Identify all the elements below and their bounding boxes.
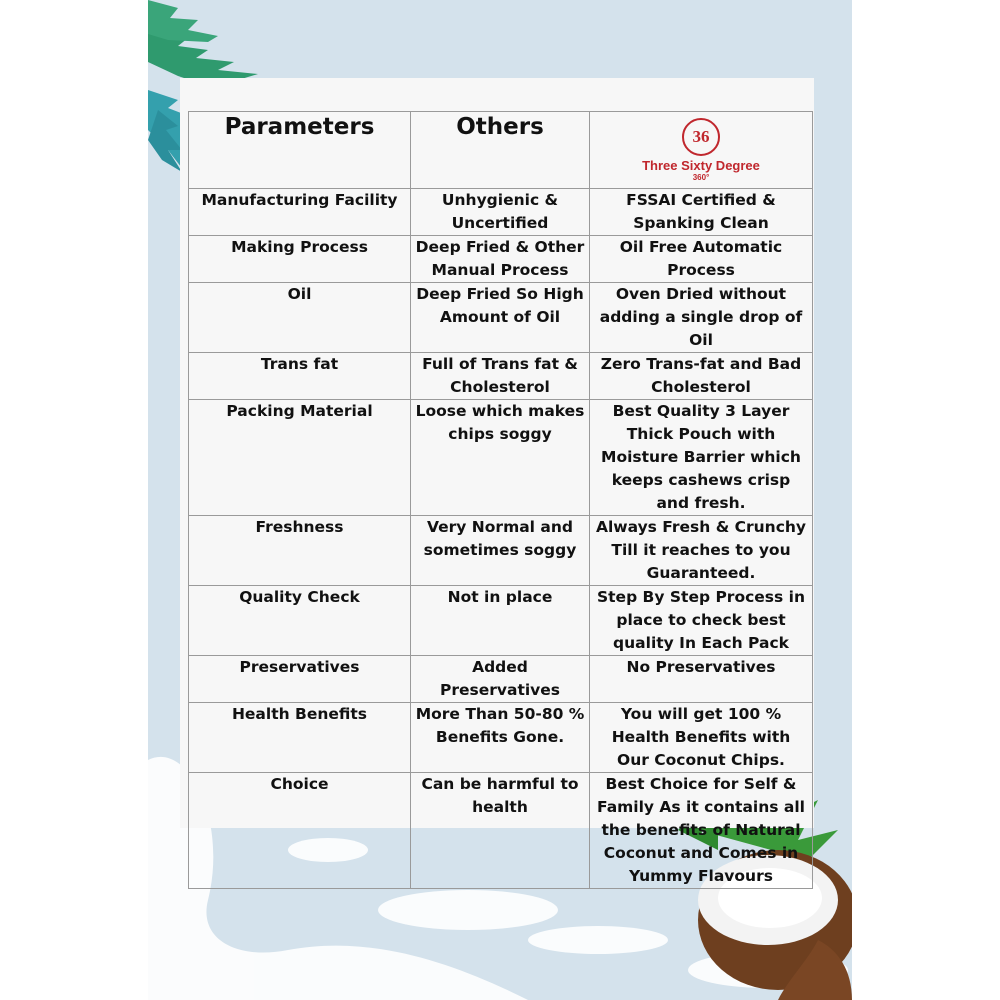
- table-header-row: [189, 112, 813, 189]
- row-others: Very Normal and sometimes soggy: [411, 516, 590, 586]
- row-brand: No Preservatives: [590, 656, 813, 703]
- logo-circle: 36: [682, 118, 720, 156]
- table-row: [189, 586, 813, 656]
- row-others: Deep Fried & Other Manual Process: [411, 236, 590, 283]
- row-brand: Oil Free Automatic Process: [590, 236, 813, 283]
- table-row: [189, 516, 813, 586]
- row-parameter: Preservatives: [189, 656, 411, 703]
- row-parameter: Freshness: [189, 516, 411, 586]
- row-parameter: Quality Check: [189, 586, 411, 656]
- brand-subtitle: 360°: [692, 173, 710, 182]
- row-others: Added Preservatives: [411, 656, 590, 703]
- table-row: [189, 189, 813, 236]
- brand-logo: [594, 118, 808, 182]
- row-parameter: Making Process: [189, 236, 411, 283]
- row-parameter: Packing Material: [189, 400, 411, 516]
- row-brand: Always Fresh & Crunchy Till it reaches to you Guaranteed.: [590, 516, 813, 586]
- header-parameters: Parameters: [189, 112, 411, 189]
- table-row: [189, 353, 813, 400]
- row-brand: You will get 100 % Health Benefits with Our Coconut Chips.: [590, 703, 813, 773]
- row-parameter: Trans fat: [189, 353, 411, 400]
- row-brand: Best Choice for Self & Family As it contains all the benefits of Natural Coconut and Comes in Yummy Flavours: [590, 773, 813, 889]
- row-parameter: Manufacturing Facility: [189, 189, 411, 236]
- row-brand: Best Quality 3 Layer Thick Pouch with Moisture Barrier which keeps cashews crisp and fresh.: [590, 400, 813, 516]
- row-parameter: Choice: [189, 773, 411, 889]
- row-others: Full of Trans fat & Cholesterol: [411, 353, 590, 400]
- brand-name: Three Sixty Degree: [642, 158, 760, 173]
- table-row: [189, 283, 813, 353]
- row-brand: Step By Step Process in place to check best quality In Each Pack: [590, 586, 813, 656]
- table-row: [189, 656, 813, 703]
- header-others: Others: [411, 112, 590, 189]
- row-parameter: Health Benefits: [189, 703, 411, 773]
- row-parameter: Oil: [189, 283, 411, 353]
- row-brand: FSSAI Certified & Spanking Clean: [590, 189, 813, 236]
- table-row: [189, 400, 813, 516]
- row-others: Deep Fried So High Amount of Oil: [411, 283, 590, 353]
- row-others: Not in place: [411, 586, 590, 656]
- table-row: [189, 773, 813, 889]
- row-others: Loose which makes chips soggy: [411, 400, 590, 516]
- row-others: More Than 50-80 % Benefits Gone.: [411, 703, 590, 773]
- row-brand: Oven Dried without adding a single drop of Oil: [590, 283, 813, 353]
- row-brand: Zero Trans-fat and Bad Cholesterol: [590, 353, 813, 400]
- table-row: [189, 703, 813, 773]
- row-others: Unhygienic & Uncertified: [411, 189, 590, 236]
- row-others: Can be harmful to health: [411, 773, 590, 889]
- table-row: [189, 236, 813, 283]
- comparison-table: [188, 111, 813, 889]
- header-brand: [590, 112, 813, 189]
